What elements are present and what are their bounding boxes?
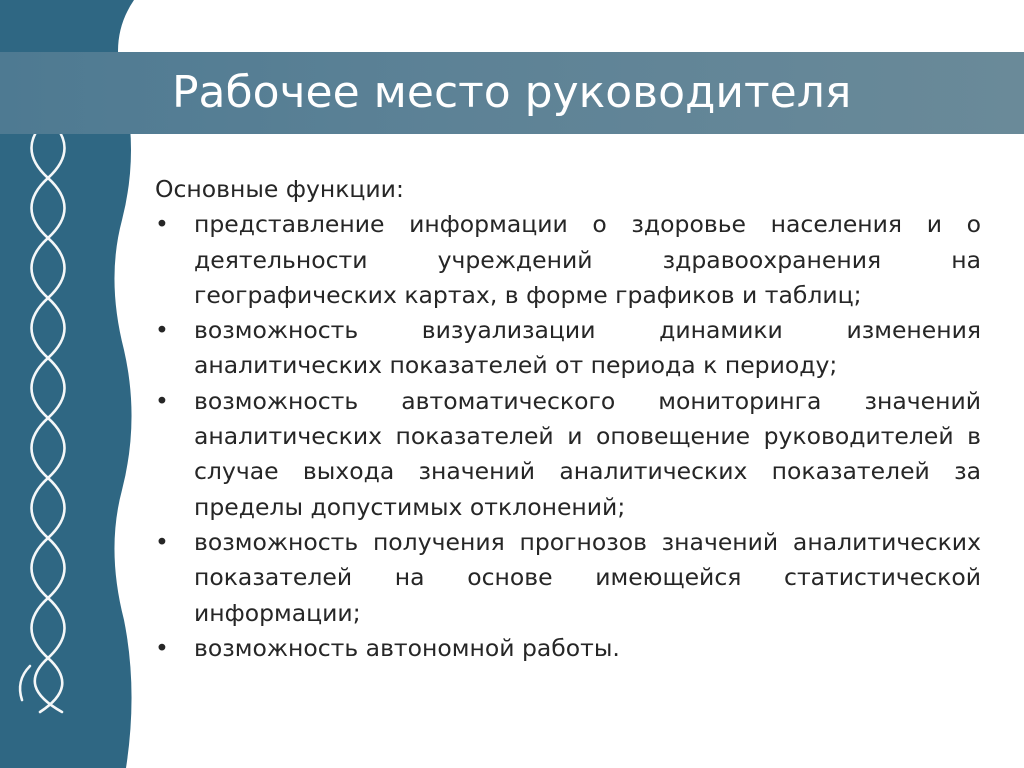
bullet-icon: • [155, 210, 169, 239]
bullet-icon: • [155, 527, 169, 556]
function-list [155, 207, 981, 666]
list-item [155, 631, 981, 666]
content-area [155, 172, 981, 666]
list-item [155, 207, 981, 313]
list-item-text: возможность автоматического мониторинга значений аналитических показателей и оповещение руководителей в случае выхода значений аналитических показателей за пределы допустимых отклонений; [194, 386, 981, 521]
list-item-text: возможность автономной работы. [194, 633, 620, 662]
list-item-text: возможность получения прогнозов значений аналитических показателей на основе имеющейся статистической информации; [194, 527, 981, 627]
bullet-icon: • [155, 633, 169, 662]
bullet-icon: • [155, 316, 169, 345]
intro-text: Основные функции: [155, 175, 404, 203]
list-item [155, 313, 981, 384]
list-item [155, 525, 981, 631]
list-item-text: возможность визуализации динамики изменения аналитических показателей от периода к периоду; [194, 316, 981, 380]
list-item [155, 384, 981, 525]
list-item-text: представление информации о здоровье населения и о деятельности учреждений здравоохранения на географических картах, в форме графиков и таблиц; [194, 210, 981, 309]
slide-title: Рабочее место руководителя [172, 67, 852, 118]
bullet-icon: • [155, 386, 169, 415]
